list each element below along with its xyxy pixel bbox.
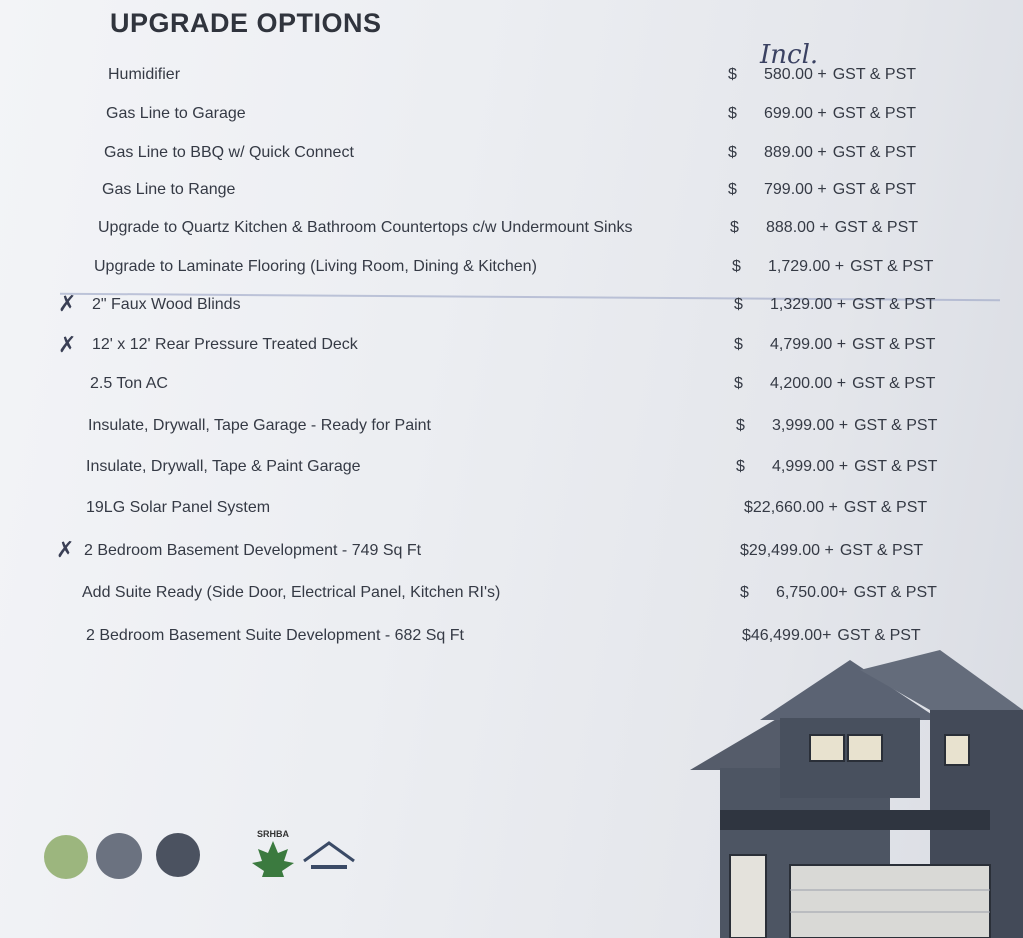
upgrade-option-row bbox=[0, 336, 1023, 360]
option-price bbox=[740, 584, 937, 602]
handwritten-incl-note: Incl. bbox=[760, 40, 819, 70]
upgrade-option-row bbox=[0, 144, 1023, 168]
upgrade-option-row bbox=[0, 181, 1023, 205]
price-amount: 888.00 + bbox=[766, 219, 829, 236]
option-label: Insulate, Drywall, Tape & Paint Garage bbox=[86, 458, 361, 475]
option-price bbox=[744, 499, 927, 517]
option-label: Upgrade to Quartz Kitchen & Bathroom Countertops c/w Undermount Sinks bbox=[98, 219, 633, 236]
option-label: 2" Faux Wood Blinds bbox=[92, 296, 241, 313]
option-label: 12' x 12' Rear Pressure Treated Deck bbox=[92, 336, 358, 353]
option-price bbox=[734, 296, 935, 314]
option-label: 2 Bedroom Basement Suite Development - 682 Sq Ft bbox=[86, 627, 464, 644]
price-currency: $ bbox=[736, 458, 745, 475]
price-amount: 6,750.00+ bbox=[776, 584, 848, 601]
option-label: Gas Line to Garage bbox=[106, 105, 246, 122]
price-amount: 580.00 + bbox=[764, 66, 827, 83]
option-label: Upgrade to Laminate Flooring (Living Room, Dining & Kitchen) bbox=[94, 258, 537, 275]
option-label: Humidifier bbox=[108, 66, 181, 83]
price-currency: $ bbox=[728, 144, 737, 161]
price-amount: $29,499.00 + bbox=[740, 542, 834, 559]
price-currency: $ bbox=[728, 66, 737, 83]
option-price bbox=[728, 66, 916, 84]
price-tax-note: GST & PST bbox=[832, 66, 917, 83]
price-currency: $ bbox=[740, 584, 749, 601]
price-currency: $ bbox=[728, 181, 737, 198]
price-currency: $ bbox=[732, 258, 741, 275]
price-amount: $22,660.00 + bbox=[744, 499, 838, 516]
saskatchewan-warranty-logo bbox=[299, 839, 359, 879]
price-tax-note: GST & PST bbox=[854, 417, 938, 434]
option-price bbox=[730, 219, 918, 237]
price-amount: 4,200.00 + bbox=[770, 375, 847, 392]
price-tax-note: GST & PST bbox=[854, 458, 938, 475]
price-currency: $ bbox=[736, 417, 745, 434]
handwritten-x-mark-icon: ✗ bbox=[58, 333, 77, 358]
price-currency: $ bbox=[734, 375, 743, 392]
upgrade-option-row bbox=[0, 105, 1023, 129]
price-tax-note: GST & PST bbox=[852, 296, 936, 313]
upgrade-option-row bbox=[0, 499, 1023, 523]
30-years-badge-icon bbox=[44, 835, 88, 879]
page-title: UPGRADE OPTIONS bbox=[110, 8, 382, 38]
price-tax-note: GST & PST bbox=[853, 584, 937, 601]
option-label: 2.5 Ton AC bbox=[90, 375, 168, 392]
price-amount: 1,329.00 + bbox=[770, 296, 847, 313]
house-illustration bbox=[680, 650, 1023, 938]
option-price bbox=[742, 627, 921, 645]
maple-leaf-icon bbox=[248, 839, 298, 877]
option-price bbox=[728, 144, 916, 162]
price-amount: 4,799.00 + bbox=[770, 336, 847, 353]
handwritten-x-mark-icon: ✗ bbox=[58, 292, 77, 317]
handwritten-x-mark-icon: ✗ bbox=[56, 538, 75, 563]
price-tax-note: GST & PST bbox=[832, 105, 917, 122]
srhba-logo bbox=[248, 829, 298, 879]
option-price bbox=[734, 375, 935, 393]
upgrade-option-row bbox=[0, 458, 1023, 482]
price-tax-note: GST & PST bbox=[843, 499, 928, 516]
srhba-logo-text: SRHBA bbox=[256, 829, 289, 839]
price-amount: 4,999.00 + bbox=[772, 458, 849, 475]
upgrade-option-row bbox=[0, 66, 1023, 90]
upgrade-option-row bbox=[0, 296, 1023, 320]
option-price bbox=[740, 542, 923, 560]
price-amount: $46,499.00+ bbox=[742, 627, 832, 644]
option-price bbox=[736, 417, 937, 435]
price-tax-note: GST & PST bbox=[832, 144, 917, 161]
ic-badge-icon bbox=[96, 833, 142, 879]
price-tax-note: GST & PST bbox=[832, 181, 917, 198]
option-label: Gas Line to BBQ w/ Quick Connect bbox=[104, 144, 354, 161]
upgrade-option-row bbox=[0, 584, 1023, 608]
price-tax-note: GST & PST bbox=[837, 627, 921, 644]
price-amount: 1,729.00 + bbox=[768, 258, 845, 275]
upgrade-option-row bbox=[0, 542, 1023, 566]
price-amount: 889.00 + bbox=[764, 144, 827, 161]
price-tax-note: GST & PST bbox=[852, 336, 936, 353]
option-label: 2 Bedroom Basement Development - 749 Sq Ft bbox=[84, 542, 422, 559]
option-label: Add Suite Ready (Side Door, Electrical Panel, Kitchen RI's) bbox=[82, 584, 501, 601]
option-price bbox=[732, 258, 933, 276]
upgrade-option-row bbox=[0, 258, 1023, 282]
price-tax-note: GST & PST bbox=[850, 258, 934, 275]
price-tax-note: GST & PST bbox=[834, 219, 919, 236]
price-currency: $ bbox=[728, 105, 737, 122]
price-tax-note: GST & PST bbox=[839, 542, 924, 559]
upgrade-option-row bbox=[0, 627, 1023, 651]
price-currency: $ bbox=[730, 219, 739, 236]
upgrade-option-row bbox=[0, 417, 1023, 441]
option-label: 19LG Solar Panel System bbox=[86, 499, 271, 516]
upgrade-option-row bbox=[0, 219, 1023, 243]
option-price bbox=[734, 336, 935, 354]
option-price bbox=[728, 181, 916, 199]
price-tax-note: GST & PST bbox=[852, 375, 936, 392]
price-amount: 699.00 + bbox=[764, 105, 827, 122]
upgrade-option-row bbox=[0, 375, 1023, 399]
option-price bbox=[736, 458, 937, 476]
price-currency: $ bbox=[734, 296, 743, 313]
option-price bbox=[728, 105, 916, 123]
house-outline-icon bbox=[299, 839, 359, 879]
option-label: Insulate, Drywall, Tape Garage - Ready for Paint bbox=[88, 417, 431, 434]
home-association-badge-icon bbox=[156, 833, 200, 877]
option-label: Gas Line to Range bbox=[102, 181, 236, 198]
price-amount: 799.00 + bbox=[764, 181, 827, 198]
price-currency: $ bbox=[734, 336, 743, 353]
price-amount: 3,999.00 + bbox=[772, 417, 849, 434]
